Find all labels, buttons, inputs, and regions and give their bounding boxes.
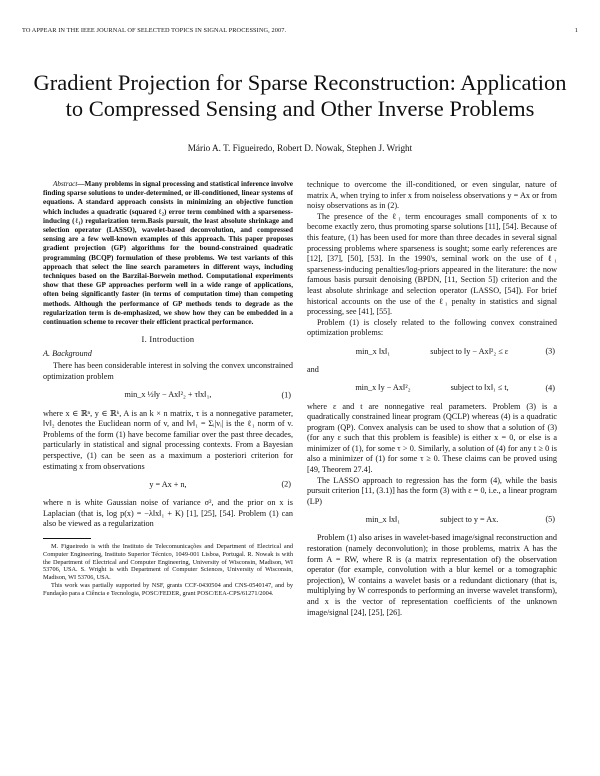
equation-objective: min_x ‖x‖₁ (355, 346, 391, 356)
equation-constraint: subject to ‖y − Ax‖²₂ ≤ ε (430, 346, 509, 356)
footnote-funding: This work was partially supported by NSF, grants CCF-0430504 and CNS-0540147, and by Fundação para a Ciência e Tecnologia, POSC/FEDER, grant POSC/EEA-CPS/61271/2004. (43, 581, 293, 597)
equation-number: (1) (281, 390, 291, 400)
equation-body: min_x ½‖y − Ax‖²₂ + τ‖x‖₁, (124, 390, 212, 400)
equation-3 (307, 341, 557, 363)
equation-constraint: subject to ‖x‖₁ ≤ t, (450, 383, 509, 393)
footnote-affiliations: M. Figueiredo is with the Instituto de Telecomunicações and Department of Electrical and Computer Engineering, Instituto Superior Técnico, 1049-001 Lisboa, Portugal. R. Nowak is with the Department of Electrical and Computer Engineering, University of Wisconsin, Madison, WI 53706, USA. S. Wright is with Department of Computer Sciences, University of Wisconsin, Madison, WI 53706, USA. (43, 542, 293, 582)
paper-title: Gradient Projection for Sparse Reconstruction: Application to Compressed Sensing and Other Inverse Problems (33, 70, 567, 122)
equation-number: (3) (545, 346, 555, 356)
left-column (43, 180, 293, 598)
section-heading-introduction: I. Introduction (141, 335, 195, 345)
paragraph: Problem (1) also arises in wavelet-based image/signal reconstruction and restoration (namely deconvolution); in those problems, matrix A has the form A = RW, where R is (a matrix representation of) the observation operator (for example, convolution with a blur kernel or a tomographic projection), W contains a wavelet basis or a redundant dictionary (that is, multiplying by W corresponds to performing an inverse wavelet transform), and x is the vector of representation coefficients of the unknown image/signal [24], [25], [26]. (307, 533, 557, 617)
paragraph: There has been considerable interest in solving the convex unconstrained optimization problem (43, 361, 293, 382)
equation-objective: min_x ‖x‖₁ (365, 515, 401, 525)
equation-constraint: subject to y = Ax. (440, 515, 499, 525)
abstract-label: Abstract (53, 180, 78, 188)
running-header: TO APPEAR IN THE IEEE JOURNAL OF SELECTED TOPICS IN SIGNAL PROCESSING, 2007. (22, 27, 287, 34)
paragraph: where n is white Gaussian noise of variance σ², and the prior on x is Laplacian (that is, log p(x) = −λ‖x‖₁ + K) [1], [25], [54]. Problem (1) can also be viewed as a regularization (43, 498, 293, 529)
author-list: Mário A. T. Figueiredo, Robert D. Nowak, Stephen J. Wright (187, 143, 413, 153)
paragraph: The presence of the ℓ₁ term encourages small components of x to become exactly zero, thus promoting sparse solutions [11], [54]. Because of this feature, (1) has been used for more than three decades in several signal processing problems where sparseness is sought; some early references are [12], [37], [50], [53]. In the 1990's, seminal work on the use of ℓ₁ sparseness-inducing penalties/log-priors appeared in the literature: the now famous basis pursuit denoising (BPDN, [11, Section 5]) criterion and the least absolute shrinkage and selection operator (LASSO, [54]). For brief historical accounts on the use of the ℓ₁ penalty in statistics and signal processing, see [41], [55]. (307, 211, 557, 317)
equation-number: (2) (281, 479, 291, 489)
equation-body: y = Ax + n, (149, 479, 187, 489)
abstract (43, 180, 293, 327)
abstract-text: —Many problems in signal processing and statistical inference involve finding sparse solutions to under-determined, or ill-conditioned, linear systems of equations. A standard approach consists in minimizing an objective function which includes a quadratic (squared ℓ₂) error term combined with a sparseness-inducing (ℓ₁) regularization term.Basis pursuit, the least absolute shrinkage and selection operator (LASSO), wavelet-based deconvolution, and compressed sensing are a few well-known examples of this approach. This paper proposes gradient projection (GP) algorithms for the bound-constrained quadratic programming (BCQP) formulation of these problems. We test variants of this approach that select the line search parameters in different ways, including techniques based on the Barzilai-Borwein method. Computational experiments show that these GP approaches perform well in a wide range of applications, often being significantly faster (in terms of computation time) than competing methods. Although the performance of GP methods tends to degrade as the regularization term is de-emphasized, we show how they can be embedded in a continuation scheme to recover their efficient practical performance. (43, 180, 293, 327)
paragraph: where x ∈ ℝⁿ, y ∈ ℝᵏ, A is an k × n matrix, τ is a nonnegative parameter, ‖v‖₂ denotes the Euclidean norm of v, and ‖v‖₁ = Σᵢ|vᵢ| is the ℓ₁ norm of v. Problems of the form (1) have become familiar over the past three decades, particularly in statistical and signal processing contexts. From a Bayesian perspective, (1) can be seen as a maximum a posteriori criterion for estimating x from observations (43, 408, 293, 471)
paragraph: where ε and t are nonnegative real parameters. Problem (3) is a quadratically constrained linear program (QCLP) whereas (4) is a quadratic program (QP). Convex analysis can be used to show that a solution of (3) (for any ε such that this problem is feasible) is either x = 0, or else is a minimizer of (1), for some τ > 0. Similarly, a solution of (4) for any t ≥ 0 is also a minimizer of (1) for some τ ≥ 0. These claims can be proved using [49, Theorem 27.4]. (307, 401, 557, 475)
subsection-heading-background: A. Background (43, 348, 92, 358)
equation-objective: min_x ‖y − Ax‖²₂ (355, 383, 411, 393)
connective-text: and (307, 364, 319, 374)
equation-1 (43, 385, 293, 407)
equation-number: (5) (545, 515, 555, 525)
paragraph: Problem (1) is closely related to the following convex constrained optimization problems: (307, 317, 557, 338)
equation-number: (4) (545, 383, 555, 393)
equation-2 (43, 474, 293, 496)
paragraph: The LASSO approach to regression has the form (4), while the basis pursuit criterion [11, (3.1)] has the form (3) with ε = 0, i.e., a linear program (LP) (307, 475, 557, 506)
right-column (307, 180, 557, 618)
footnote-divider (43, 538, 91, 539)
paragraph: technique to overcome the ill-conditioned, or even singular, nature of matrix A, when trying to infer x from noiseless observations y = Ax or from noisy observations as in (2). (307, 180, 557, 211)
page-number: 1 (574, 27, 578, 34)
equation-4 (307, 378, 557, 400)
equation-5 (307, 509, 557, 531)
